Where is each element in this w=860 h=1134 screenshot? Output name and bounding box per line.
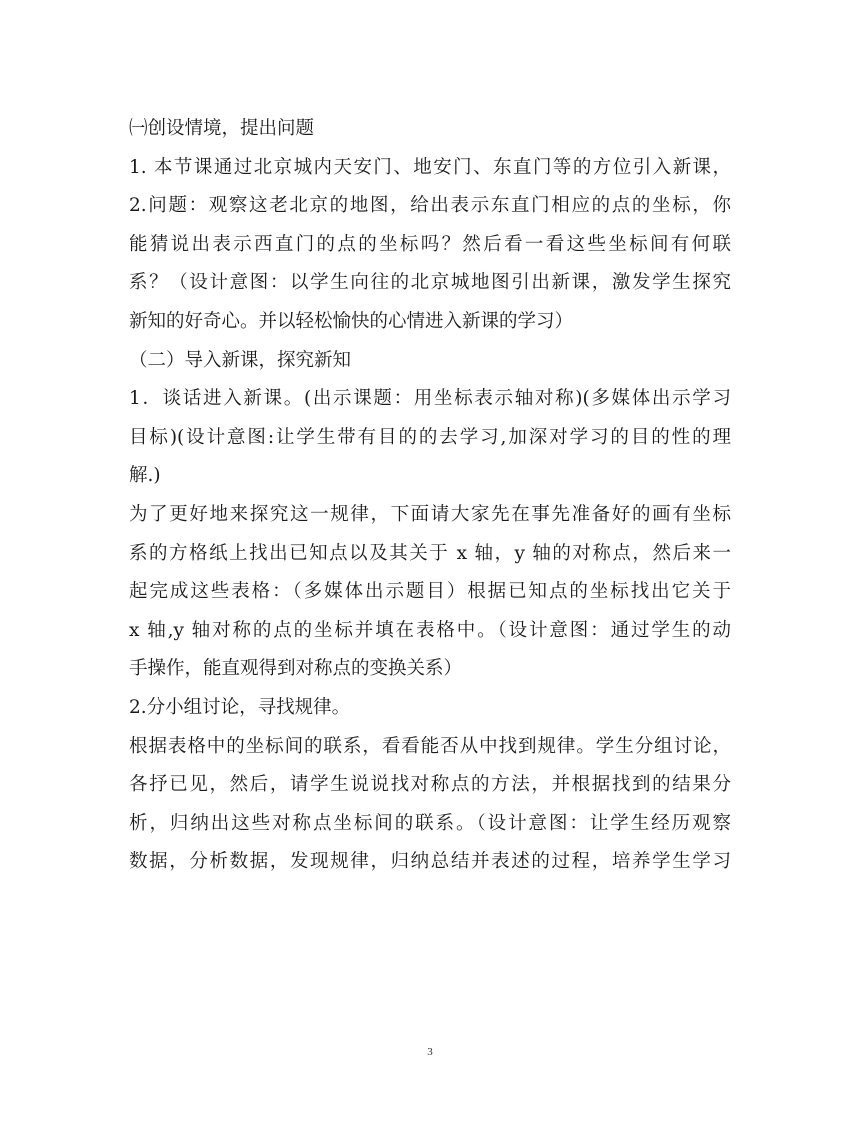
text-line: 数据，分析数据，发现规律，归纳总结并表述的过程，培养学生学习 <box>129 851 731 873</box>
text-line: x 轴,y 轴对称的点的坐标并填在表格中。（设计意图：通过学生的动 <box>129 619 731 641</box>
text-line: 各抒已见，然后，请学生说说找对称点的方法，并根据找到的结果分 <box>129 774 731 796</box>
text-line: 1．谈话进入新课。(出示课题：用坐标表示轴对称)(多媒体出示学习 <box>129 388 731 410</box>
text-line: 目标)(设计意图:让学生带有目的的去学习,加深对学习的目的性的理 <box>129 426 731 448</box>
text-line: 1. 本节课通过北京城内天安门、地安门、东直门等的方位引入新课， <box>129 156 731 178</box>
text-line: 新知的好奇心。并以轻松愉快的心情进入新课的学习） <box>129 310 574 332</box>
text-line: 解.) <box>129 465 161 487</box>
text-line: 手操作，能直观得到对称点的变换关系） <box>129 658 463 680</box>
page-number: 3 <box>427 1046 433 1058</box>
text-line: 系？（设计意图：以学生向往的北京城地图引出新课，激发学生探究 <box>129 272 731 294</box>
text-line: ㈠创设情境，提出问题 <box>129 118 315 139</box>
text-line: 系的方格纸上找出已知点以及其关于 x 轴，y 轴的对称点，然后来一 <box>129 542 731 564</box>
text-line: 起完成这些表格：（多媒体出示题目）根据已知点的坐标找出它关于 <box>129 581 731 603</box>
text-line: 能猜说出表示西直门的点的坐标吗？然后看一看这些坐标间有何联 <box>129 233 731 255</box>
text-line: 根据表格中的坐标间的联系，看看能否从中找到规律。学生分组讨论， <box>129 735 731 757</box>
text-line: 析，归纳出这些对称点坐标间的联系。（设计意图：让学生经历观察 <box>129 812 731 834</box>
text-line: 2.分小组讨论，寻找规律。 <box>129 696 351 718</box>
text-line: 为了更好地来探究这一规律，下面请大家先在事先准备好的画有坐标 <box>129 503 731 525</box>
section-heading: （二）导入新课，探究新知 <box>129 349 352 371</box>
text-line: 2.问题：观察这老北京的地图，给出表示东直门相应的点的坐标，你 <box>129 195 731 217</box>
document-body <box>129 110 731 882</box>
